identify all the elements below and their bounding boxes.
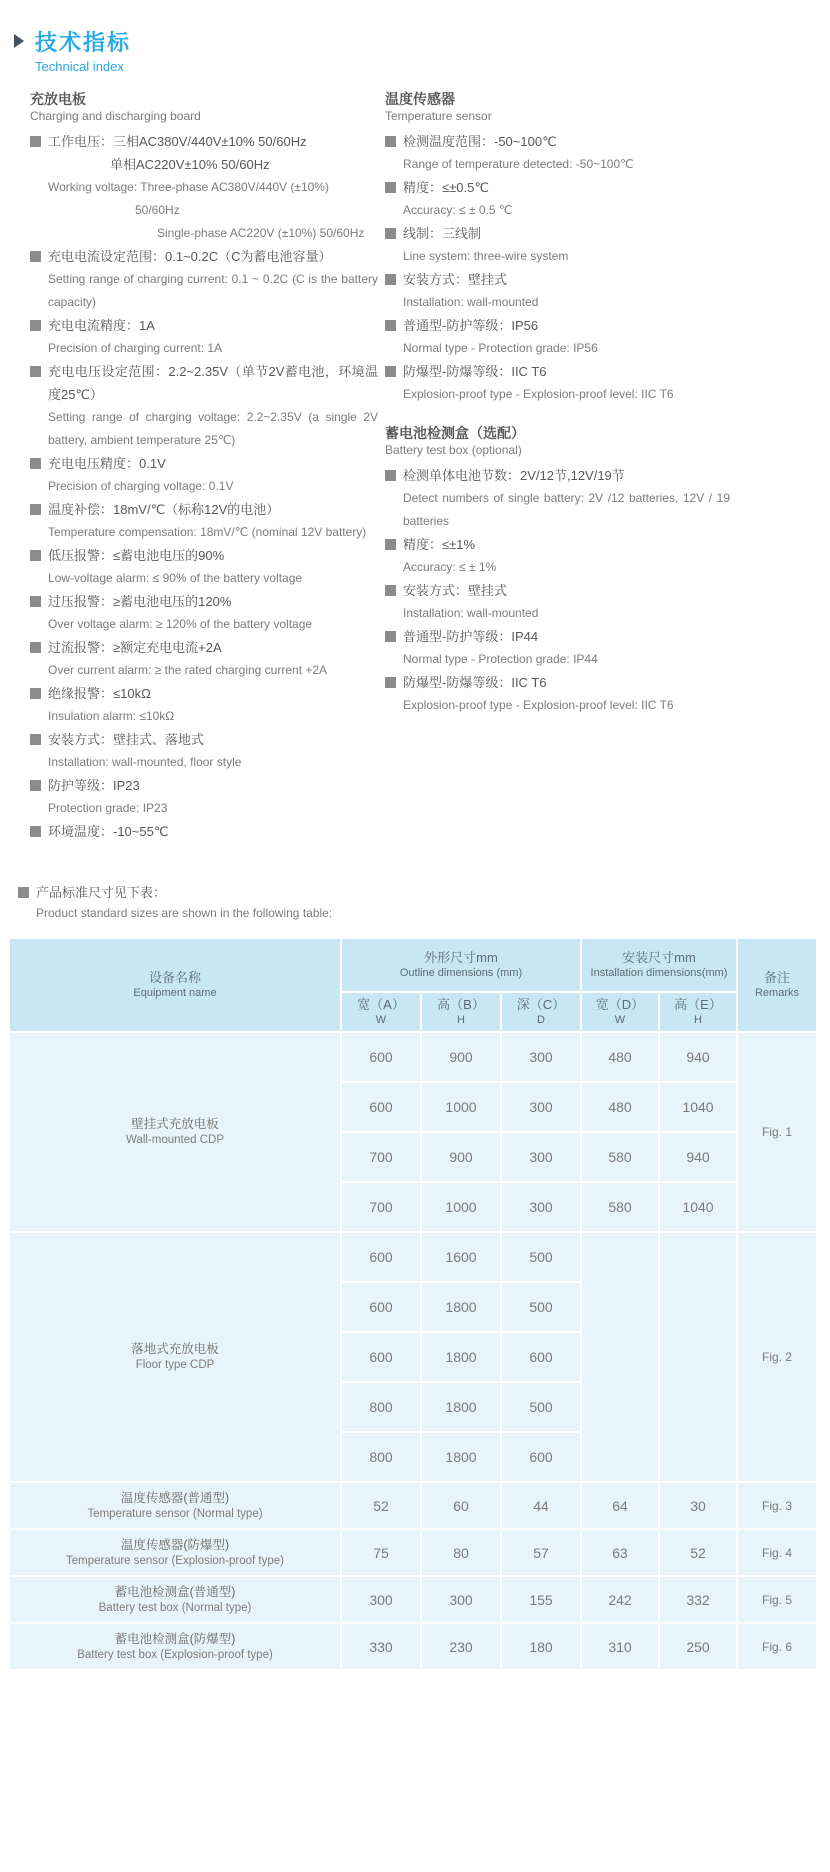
dimension-cell: 310: [582, 1624, 658, 1669]
bullet-square-icon: [30, 504, 41, 515]
dimension-cell: 480: [582, 1033, 658, 1081]
column-header-depth-c-zh: 深（C）: [516, 997, 566, 1012]
dimension-cell: 1040: [660, 1083, 736, 1131]
dimension-cell: 330: [342, 1624, 420, 1669]
spec-line: Low-voltage alarm: ≤ 90% of the battery voltage: [48, 571, 303, 585]
table-row: [10, 1033, 816, 1081]
spec-line: 安装方式：壁挂式、落地式: [30, 728, 378, 751]
installation-dimensions-header: [582, 939, 736, 991]
spec-line: Precision of charging voltage: 0.1V: [48, 479, 234, 493]
spec-column-right: [385, 90, 730, 861]
bullet-square-icon: [30, 780, 41, 791]
page-title-zh: 技术指标: [35, 30, 132, 55]
equipment-name-zh: 蓄电池检测盒(防爆型): [114, 1631, 236, 1646]
dimension-cell: 700: [342, 1133, 420, 1181]
dimension-cell: 600: [502, 1433, 580, 1481]
dimension-cell: 580: [582, 1133, 658, 1181]
dimension-cell: 580: [582, 1183, 658, 1231]
dimension-cell: 155: [502, 1577, 580, 1622]
spec-line: Over current alarm: ≥ the rated charging current +2A: [48, 663, 328, 677]
equipment-name-en: Temperature sensor (Normal type): [87, 1507, 263, 1520]
bullet-square-icon: [30, 458, 41, 469]
outline-dimensions-header-en: Outline dimensions (mm): [399, 967, 523, 979]
column-header-width-a: [342, 993, 420, 1031]
section-heading-zh: 温度传感器: [385, 91, 455, 107]
dimension-cell: 480: [582, 1083, 658, 1131]
spec-line: Setting range of charging current: 0.1 ~ 0.2C (C is the battery capacity): [48, 272, 378, 309]
table-row: [10, 1233, 816, 1281]
spec-line: Working voltage: Three-phase AC380V/440V (±10%): [48, 180, 329, 194]
spec-line: 充电电流设定范围：0.1~0.2C（C为蓄电池容量）: [30, 245, 378, 268]
dimension-cell: 600: [342, 1033, 420, 1081]
bullet-square-icon: [30, 136, 41, 147]
bullet-square-icon: [385, 366, 396, 377]
spec-line: Insulation alarm: ≤10kΩ: [48, 709, 175, 723]
spec-column-left: [30, 90, 378, 861]
spec-line: Detect numbers of single battery: 2V /12 batteries, 12V / 19 batteries: [403, 491, 730, 528]
dimension-cell: 500: [502, 1283, 580, 1331]
spec-line: 精度：≤±0.5℃: [385, 176, 730, 199]
dimension-cell: 300: [502, 1183, 580, 1231]
column-header-height-e-zh: 高（E）: [674, 997, 722, 1012]
equipment-name-cell: [10, 1530, 340, 1575]
spec-line: Precision of charging current: 1A: [48, 341, 223, 355]
dimension-cell: 600: [502, 1333, 580, 1381]
dimension-cell: 1800: [422, 1283, 500, 1331]
dimension-cell: 332: [660, 1577, 736, 1622]
bullet-square-icon: [385, 228, 396, 239]
dimension-cell: 52: [342, 1483, 420, 1528]
equipment-name-cell: [10, 1033, 340, 1231]
spec-line: Temperature compensation: 18mV/℃ (nominal 12V battery): [48, 525, 367, 539]
dimension-cell: 60: [422, 1483, 500, 1528]
remarks-header: [738, 939, 816, 1031]
column-header-width-d: [582, 993, 658, 1031]
remark-cell: Fig. 6: [738, 1624, 816, 1669]
spec-line: Explosion-proof type - Explosion-proof level: IIC T6: [403, 698, 674, 712]
remarks-header-zh: 备注: [763, 970, 790, 985]
dimension-cell: 300: [502, 1133, 580, 1181]
dimension-cell: 500: [502, 1383, 580, 1431]
spec-line: Installation: wall-mounted: [403, 295, 539, 309]
equipment-name-header: [10, 939, 340, 1031]
spec-line: Installation: wall-mounted: [403, 606, 539, 620]
section-heading-en: Temperature sensor: [385, 109, 492, 123]
section-heading-zh: 充放电板: [30, 91, 86, 107]
dimension-cell: 80: [422, 1530, 500, 1575]
equipment-name-zh: 落地式充放电板: [131, 1342, 219, 1356]
section-heading-zh: 蓄电池检测盒（选配）: [385, 425, 525, 441]
spec-line: 充电电压设定范围：2.2~2.35V（单节2V蓄电池，环境温度25℃）: [30, 360, 378, 406]
spec-line: Line system: three-wire system: [403, 249, 569, 263]
column-header-height-e-en: H: [694, 1014, 702, 1026]
bullet-square-icon: [18, 887, 29, 898]
dimension-cell: 900: [422, 1033, 500, 1081]
dimension-cell: 44: [502, 1483, 580, 1528]
dimension-cell: 300: [342, 1577, 420, 1622]
dimension-cell: 75: [342, 1530, 420, 1575]
column-header-depth-c-en: D: [537, 1014, 545, 1026]
dimension-cell: 1800: [422, 1383, 500, 1431]
spec-line: 工作电压：三相AC380V/440V±10% 50/60Hz: [30, 130, 378, 153]
bullet-square-icon: [385, 182, 396, 193]
spec-line: 50/60Hz: [135, 203, 180, 217]
dimension-cell: 600: [342, 1333, 420, 1381]
section-heading-en: Charging and discharging board: [30, 109, 201, 123]
bullet-square-icon: [385, 677, 396, 688]
spec-line: Protection grade: IP23: [48, 801, 168, 815]
page-title-en: Technical index: [35, 59, 124, 74]
equipment-name-en: Battery test box (Normal type): [98, 1601, 252, 1614]
spec-line: 线制：三线制: [385, 222, 730, 245]
spec-line: 检测单体电池节数：2V/12节,12V/19节: [385, 464, 730, 487]
spec-line: 防爆型-防爆等级：IIC T6: [385, 671, 730, 694]
spec-line: 绝缘报警：≤10kΩ: [30, 682, 378, 705]
bullet-square-icon: [30, 320, 41, 331]
bullet-square-icon: [385, 539, 396, 550]
remark-cell: Fig. 1: [738, 1033, 816, 1231]
spec-line: Over voltage alarm: ≥ 120% of the battery voltage: [48, 617, 313, 631]
table-row: [10, 1483, 816, 1528]
dimension-cell: 250: [660, 1624, 736, 1669]
spec-line: Normal type - Protection grade: IP56: [403, 341, 598, 355]
spec-line: 低压报警：≤蓄电池电压的90%: [30, 544, 378, 567]
equipment-name-en: Floor type CDP: [135, 1359, 215, 1371]
table-note-en: Product standard sizes are shown in the following table:: [36, 906, 333, 920]
spec-line: 温度补偿：18mV/℃（标称12V的电池）: [30, 498, 378, 521]
size-table-body: [10, 1033, 816, 1669]
equipment-name-en: Battery test box (Explosion-proof type): [77, 1648, 273, 1661]
spec-line: 充电电流精度：1A: [30, 314, 378, 337]
column-header-width-a-zh: 宽（A）: [357, 997, 405, 1012]
dimension-cell: 800: [342, 1433, 420, 1481]
spec-line: Installation: wall-mounted, floor style: [48, 755, 242, 769]
size-table: [8, 937, 818, 1671]
table-row: [10, 1577, 816, 1622]
equipment-name-header-zh: 设备名称: [148, 970, 201, 985]
table-note-zh: [18, 883, 830, 903]
bullet-square-icon: [30, 366, 41, 377]
table-row: [10, 1624, 816, 1669]
bullet-square-icon: [385, 274, 396, 285]
triangle-bullet-icon: [14, 34, 24, 48]
spec-line: 防护等级：IP23: [30, 774, 378, 797]
spec-line: Accuracy: ≤ ± 0.5 ℃: [403, 203, 513, 217]
spec-line: 检测温度范围：-50~100℃: [385, 130, 730, 153]
equipment-name-en: Wall-mounted CDP: [126, 1134, 224, 1146]
table-note: [18, 883, 830, 923]
dimension-cell: 242: [582, 1577, 658, 1622]
spec-line: 防爆型-防爆等级：IIC T6: [385, 360, 730, 383]
equipment-name-cell: [10, 1233, 340, 1481]
spec-line: Setting range of charging voltage: 2.2~2.35V (a single 2V battery, ambient temperature 25℃): [48, 410, 378, 447]
bullet-square-icon: [30, 688, 41, 699]
column-header-width-d-en: W: [614, 1014, 626, 1026]
equipment-name-cell: [10, 1624, 340, 1669]
dimension-cell: 52: [660, 1530, 736, 1575]
equipment-name-en: Temperature sensor (Explosion-proof type): [66, 1554, 284, 1567]
page-title-block: [0, 26, 830, 74]
spec-line: 环境温度：-10~55℃: [30, 820, 378, 843]
spec-line: 过流报警：≥额定充电电流+2A: [30, 636, 378, 659]
remarks-header-en: Remarks: [754, 987, 799, 999]
column-header-depth-c: [502, 993, 580, 1031]
column-header-height-b: [422, 993, 500, 1031]
bullet-square-icon: [385, 631, 396, 642]
bullet-square-icon: [30, 550, 41, 561]
dimension-cell: 900: [422, 1133, 500, 1181]
remark-cell: Fig. 5: [738, 1577, 816, 1622]
bullet-square-icon: [385, 136, 396, 147]
dimension-cell: 1800: [422, 1333, 500, 1381]
dimension-cell: 1800: [422, 1433, 500, 1481]
spec-section: [385, 424, 730, 717]
dimension-cell: 63: [582, 1530, 658, 1575]
spec-line: 安装方式：壁挂式: [385, 268, 730, 291]
dimension-cell: 940: [660, 1033, 736, 1081]
spec-section: [30, 90, 378, 843]
spec-line: Single-phase AC220V (±10%) 50/60Hz: [157, 226, 365, 240]
spec-line: Range of temperature detected: -50~100℃: [403, 157, 634, 171]
installation-dimensions-header-zh: 安装尺寸mm: [622, 950, 696, 965]
column-header-height-e: [660, 993, 736, 1031]
dimension-cell: 1040: [660, 1183, 736, 1231]
page-title: [35, 26, 131, 74]
dimension-cell: 300: [502, 1083, 580, 1131]
spec-line: 精度：≤±1%: [385, 533, 730, 556]
dimension-cell: 1000: [422, 1083, 500, 1131]
dimension-cell: 300: [502, 1033, 580, 1081]
column-header-width-a-en: W: [375, 1014, 387, 1026]
remark-cell: Fig. 2: [738, 1233, 816, 1481]
spec-line: Explosion-proof type - Explosion-proof level: IIC T6: [403, 387, 674, 401]
remark-cell: Fig. 3: [738, 1483, 816, 1528]
dimension-cell: 500: [502, 1233, 580, 1281]
dimension-cell: 57: [502, 1530, 580, 1575]
dimension-cell: 600: [342, 1233, 420, 1281]
installation-dimensions-header-en: Installation dimensions(mm): [590, 967, 728, 979]
equipment-name-zh: 蓄电池检测盒(普通型): [114, 1584, 236, 1599]
table-note-zh-text: 产品标准尺寸见下表：: [36, 885, 167, 900]
spec-section: [385, 90, 730, 406]
spec-line: 过压报警：≥蓄电池电压的120%: [30, 590, 378, 613]
empty-dimension-cell: [660, 1233, 736, 1481]
table-header-group-row: [10, 939, 816, 991]
equipment-name-zh: 温度传感器(防爆型): [120, 1537, 230, 1552]
outline-dimensions-header-zh: 外形尺寸mm: [424, 950, 498, 965]
column-header-height-b-en: H: [457, 1014, 465, 1026]
outline-dimensions-header: [342, 939, 580, 991]
dimension-cell: 600: [342, 1083, 420, 1131]
dimension-cell: 1000: [422, 1183, 500, 1231]
bullet-square-icon: [385, 585, 396, 596]
dimension-cell: 800: [342, 1383, 420, 1431]
equipment-name-cell: [10, 1483, 340, 1528]
bullet-square-icon: [30, 642, 41, 653]
bullet-square-icon: [385, 320, 396, 331]
bullet-square-icon: [30, 826, 41, 837]
spec-line: 安装方式：壁挂式: [385, 579, 730, 602]
dimension-cell: 940: [660, 1133, 736, 1181]
dimension-cell: 180: [502, 1624, 580, 1669]
empty-dimension-cell: [582, 1233, 658, 1481]
dimension-cell: 230: [422, 1624, 500, 1669]
remark-cell: Fig. 4: [738, 1530, 816, 1575]
dimension-cell: 700: [342, 1183, 420, 1231]
equipment-name-cell: [10, 1577, 340, 1622]
spec-line: 充电电压精度：0.1V: [30, 452, 378, 475]
dimension-cell: 600: [342, 1283, 420, 1331]
section-heading-en: Battery test box (optional): [385, 443, 522, 457]
equipment-name-zh: 温度传感器(普通型): [120, 1490, 230, 1505]
spec-line: 单相AC220V±10% 50/60Hz: [110, 157, 270, 172]
dimension-cell: 300: [422, 1577, 500, 1622]
spec-columns: [0, 90, 830, 861]
column-header-height-b-zh: 高（B）: [437, 997, 485, 1012]
spec-line: Accuracy: ≤ ± 1%: [403, 560, 497, 574]
equipment-name-zh: 壁挂式充放电板: [131, 1117, 219, 1131]
spec-line: Normal type - Protection grade: IP44: [403, 652, 598, 666]
dimension-cell: 30: [660, 1483, 736, 1528]
bullet-square-icon: [30, 251, 41, 262]
dimension-cell: 1600: [422, 1233, 500, 1281]
bullet-square-icon: [30, 734, 41, 745]
bullet-square-icon: [30, 596, 41, 607]
column-header-width-d-zh: 宽（D）: [595, 997, 645, 1012]
bullet-square-icon: [385, 470, 396, 481]
dimension-cell: 64: [582, 1483, 658, 1528]
equipment-name-header-en: Equipment name: [133, 987, 217, 999]
spec-line: 普通型-防护等级：IP44: [385, 625, 730, 648]
spec-line: 普通型-防护等级：IP56: [385, 314, 730, 337]
table-row: [10, 1530, 816, 1575]
size-table-header: [10, 939, 816, 1031]
